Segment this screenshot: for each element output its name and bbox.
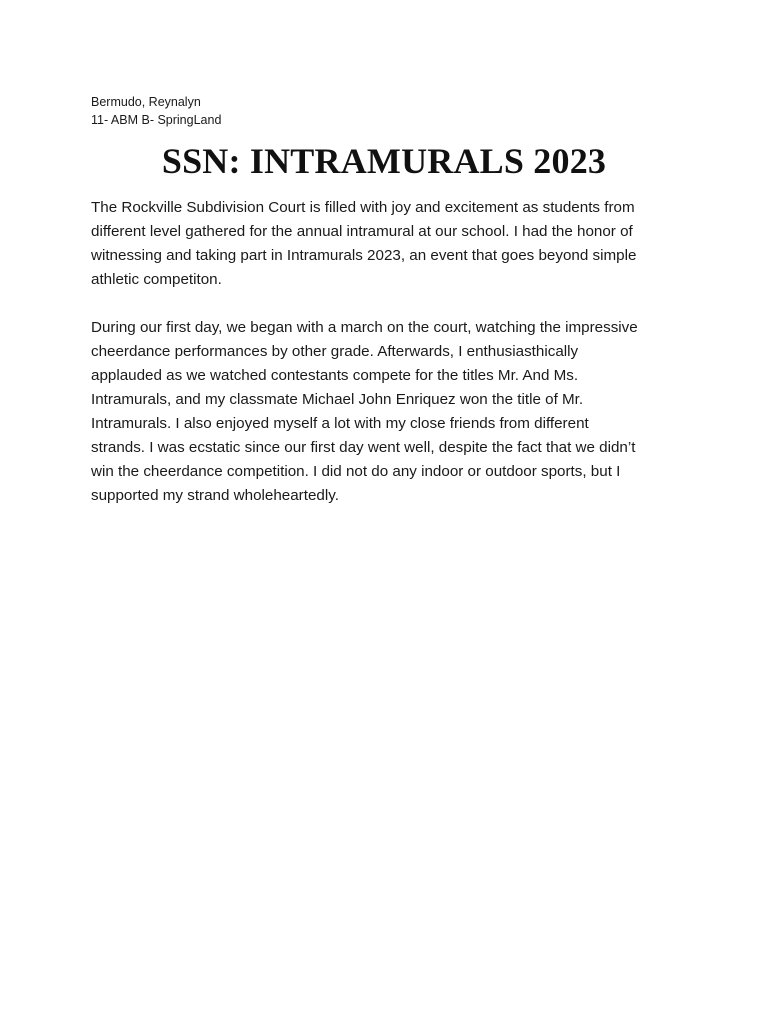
author-section: 11- ABM B- SpringLand <box>91 113 222 127</box>
paragraph-line: cheerdance performances by other grade. Afterwards, I enthusiasthically <box>91 343 579 360</box>
paragraph-line: witnessing and taking part in Intramurals 2023, an event that goes beyond simple <box>91 247 637 264</box>
paragraph-2 <box>91 316 691 508</box>
document-body <box>91 196 691 532</box>
paragraph-line: supported my strand wholeheartedly. <box>91 487 339 504</box>
document-title: SSN: INTRAMURALS 2023 <box>161 141 607 181</box>
paragraph-line: win the cheerdance competition. I did not do any indoor or outdoor sports, but I <box>91 463 621 480</box>
paragraph-line: The Rockville Subdivision Court is filled with joy and excitement as students from <box>91 199 635 216</box>
paragraph-line: Intramurals. I also enjoyed myself a lot with my close friends from different <box>91 415 589 432</box>
paragraph-line: applauded as we watched contestants compete for the titles Mr. And Ms. <box>91 367 579 384</box>
paragraph-line: strands. I was ecstatic since our first day went well, despite the fact that we didn’t <box>91 439 636 456</box>
paragraph-line: different level gathered for the annual intramural at our school. I had the honor of <box>91 223 633 240</box>
paragraph-line: athletic competiton. <box>91 271 222 288</box>
author-block <box>91 93 691 129</box>
paragraph-line: Intramurals, and my classmate Michael John Enriquez won the title of Mr. <box>91 391 584 408</box>
author-name: Bermudo, Reynalyn <box>91 95 201 109</box>
paragraph-1 <box>91 196 691 292</box>
paragraph-line: During our first day, we began with a march on the court, watching the impressive <box>91 319 638 336</box>
